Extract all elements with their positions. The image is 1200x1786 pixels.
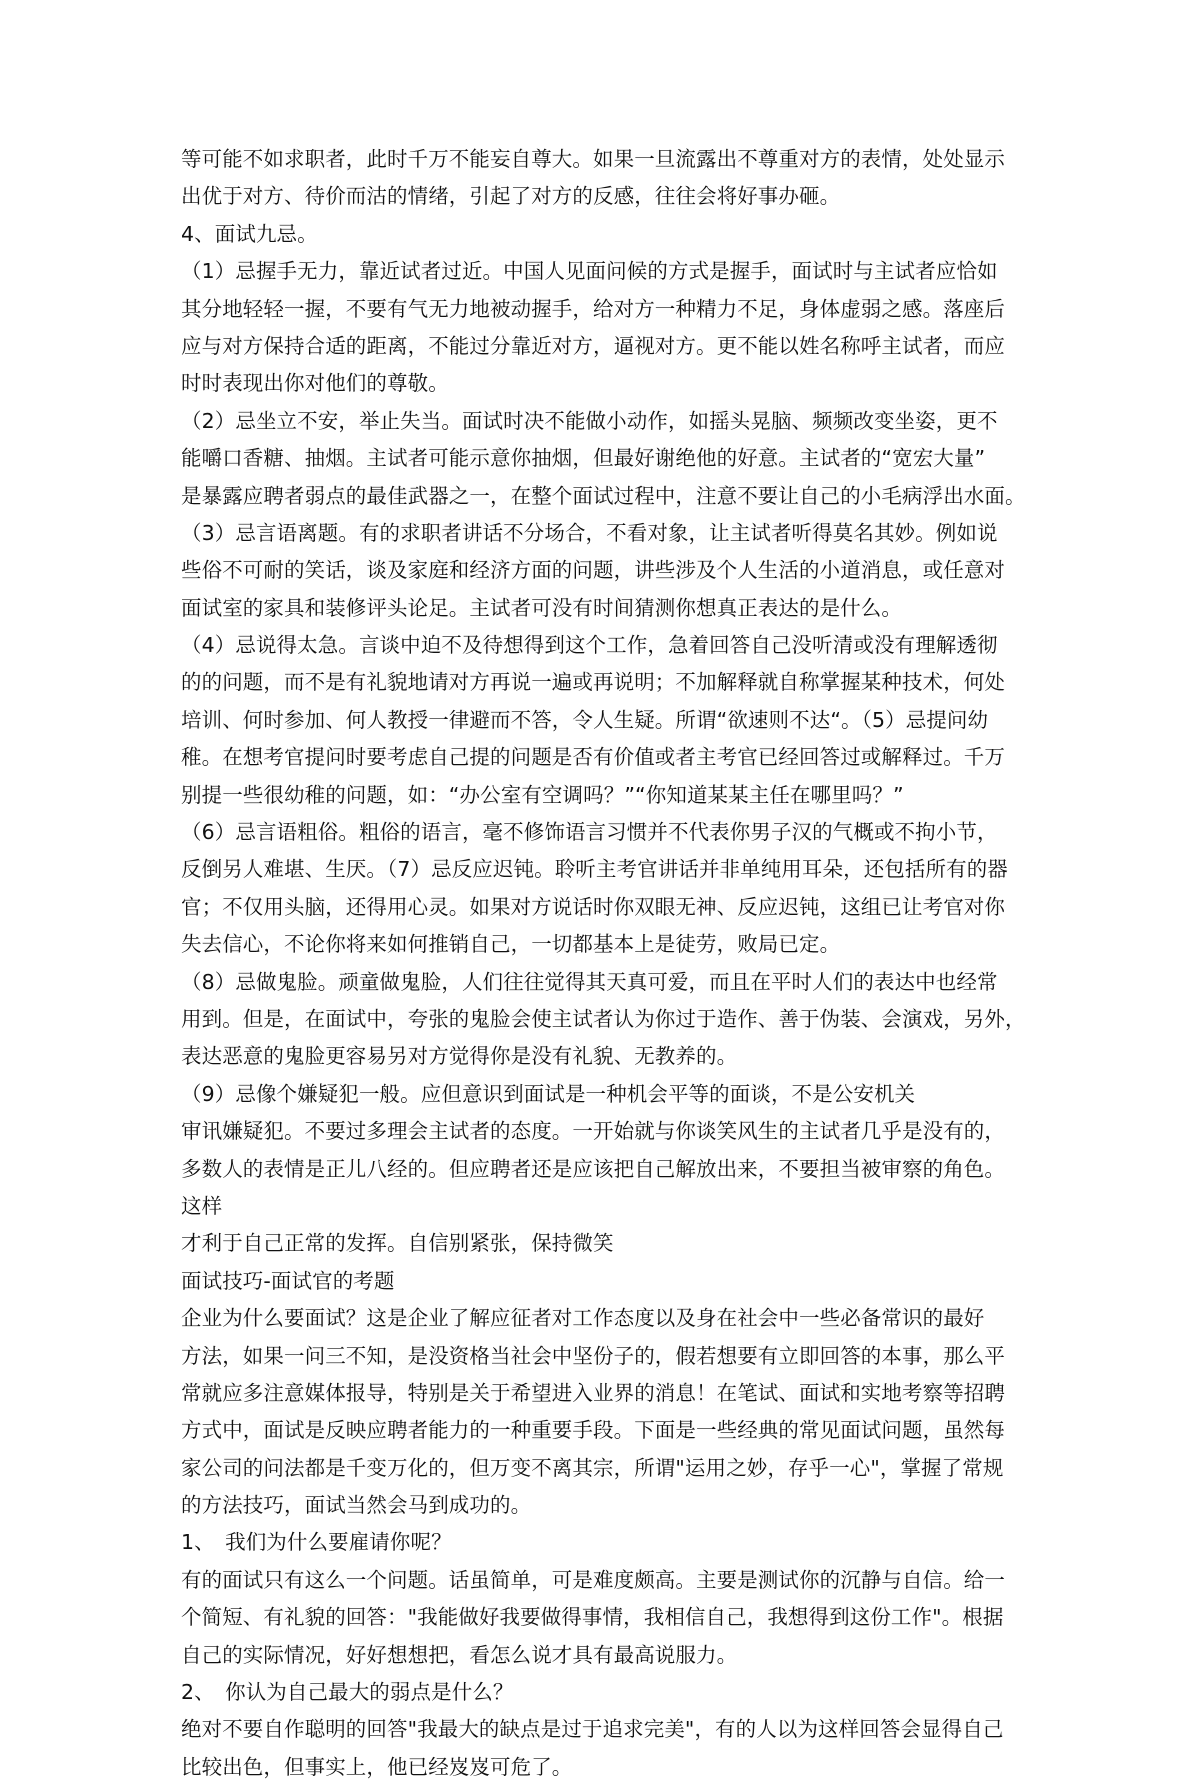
text-line: 培训、何时参加、何人教授一律避而不答，令人生疑。所谓“欲速则不达“。（5）忌提问幼 <box>181 707 989 732</box>
text-line: （6）忌言语粗俗。粗俗的语言，毫不修饰语言习惯并不代表你男子汉的气概或不拘小节， <box>181 820 998 845</box>
text-line: 反倒另人难堪、生厌。（7）忌反应迟钝。聆听主考官讲话并非单纯用耳朵，还包括所有的器 <box>181 857 1008 882</box>
text-line: 应与对方保持合适的距离，不能过分靠近对方，逼视对方。更不能以姓名称呼主试者，而应 <box>181 333 1005 358</box>
document-body <box>181 141 1026 1786</box>
text-line: 失去信心，不论你将来如何推销自己，一切都基本上是徒劳，败局已定。 <box>181 932 841 957</box>
text-line: 自己的实际情况，好好想想把，看怎么说才具有最高说服力。 <box>181 1642 738 1667</box>
text-line: 审讯嫌疑犯。不要过多理会主试者的态度。一开始就与你谈笑风生的主试者几乎是没有的， <box>181 1119 1005 1144</box>
text-line: 家公司的问法都是千变万化的，但万变不离其宗，所谓"运用之妙，存乎一心"，掌握了常规 <box>181 1455 1004 1480</box>
question-heading: 1、 我们为什么要雇请你呢？ <box>181 1530 452 1555</box>
question-heading: 2、 你认为自己最大的弱点是什么？ <box>181 1680 514 1705</box>
text-line: 常就应多注意媒体报导，特别是关于希望进入业界的消息！在笔试、面试和实地考察等招聘 <box>181 1380 1005 1405</box>
text-line: 是暴露应聘者弱点的最佳武器之一，在整个面试过程中，注意不要让自己的小毛病浮出水面。 <box>181 483 1026 508</box>
text-line: 比较出色，但事实上，他已经岌岌可危了。 <box>181 1754 573 1779</box>
text-line: 这样 <box>181 1193 223 1218</box>
text-line: 多数人的表情是正儿八经的。但应聘者还是应该把自己解放出来，不要担当被审察的角色。 <box>181 1156 1005 1181</box>
text-line: 才利于自己正常的发挥。自信别紧张，保持微笑 <box>181 1231 614 1256</box>
text-line: （1）忌握手无力，靠近试者过近。中国人见面问候的方式是握手，面试时与主试者应恰如 <box>181 259 998 284</box>
text-line: （2）忌坐立不安，举止失当。面试时决不能做小动作，如摇头晃脑、频频改变坐姿，更不 <box>181 408 998 433</box>
text-line: 企业为什么要面试？这是企业了解应征者对工作态度以及身在社会中一些必备常识的最好 <box>181 1306 985 1331</box>
text-line: 个简短、有礼貌的回答："我能做好我要做得事情，我相信自己，我想得到这份工作"。根据 <box>181 1605 1004 1630</box>
text-line: （8）忌做鬼脸。顽童做鬼脸，人们往往觉得其天真可爱，而且在平时人们的表达中也经常 <box>181 969 998 994</box>
text-line: 表达恶意的鬼脸更容易另对方觉得你是没有礼貌、无教养的。 <box>181 1044 738 1069</box>
text-line: 别提一些很幼稚的问题，如：“办公室有空调吗？”“你知道某某主任在哪里吗？” <box>181 782 904 807</box>
text-line: 的的问题，而不是有礼貌地请对方再说一遍或再说明；不加解释就自称掌握某种技术，何处 <box>181 670 1005 695</box>
section-heading: 面试技巧-面试官的考题 <box>181 1268 395 1293</box>
text-line: 绝对不要自作聪明的回答"我最大的缺点是过于追求完美"，有的人以为这样回答会显得自己 <box>181 1717 1004 1742</box>
text-line: 官；不仅用头脑，还得用心灵。如果对方说话时你双眼无神、反应迟钝，这组已让考官对你 <box>181 894 1005 919</box>
text-line: 用到。但是，在面试中，夸张的鬼脸会使主试者认为你过于造作、善于伪装、会演戏，另外， <box>181 1006 1026 1031</box>
text-line: 方法，如果一问三不知，是没资格当社会中坚份子的，假若想要有立即回答的本事，那么平 <box>181 1343 1005 1368</box>
text-line: 时时表现出你对他们的尊敬。 <box>181 371 449 396</box>
text-line: 等可能不如求职者，此时千万不能妄自尊大。如果一旦流露出不尊重对方的表情，处处显示 <box>181 147 1005 171</box>
text-line: 面试室的家具和装修评头论足。主试者可没有时间猜测你想真正表达的是什么。 <box>181 595 902 620</box>
text-line: （9）忌像个嫌疑犯一般。应但意识到面试是一种机会平等的面谈，不是公安机关 <box>181 1081 916 1106</box>
text-line: 能嚼口香糖、抽烟。主试者可能示意你抽烟，但最好谢绝他的好意。主试者的“宽宏大量” <box>181 446 986 471</box>
text-line: （4）忌说得太急。言谈中迫不及待想得到这个工作，急着回答自己没听清或没有理解透彻 <box>181 633 998 658</box>
text-line: （3）忌言语离题。有的求职者讲话不分场合，不看对象，让主试者听得莫名其妙。例如说 <box>181 520 998 545</box>
text-line: 方式中，面试是反映应聘者能力的一种重要手段。下面是一些经典的常见面试问题，虽然每 <box>181 1418 1005 1443</box>
section-heading: 4、面试九忌。 <box>181 221 318 246</box>
text-line: 有的面试只有这么一个问题。话虽简单，可是难度颇高。主要是测试你的沉静与自信。给一 <box>181 1567 1005 1592</box>
text-line: 稚。在想考官提问时要考虑自己提的问题是否有价值或者主考官已经回答过或解释过。千万 <box>181 745 1005 770</box>
text-line: 出优于对方、待价而沽的情绪，引起了对方的反感，往往会将好事办砸。 <box>181 184 841 209</box>
text-line: 些俗不可耐的笑话，谈及家庭和经济方面的问题，讲些涉及个人生活的小道消息，或任意对 <box>181 558 1005 583</box>
text-line: 的方法技巧，面试当然会马到成功的。 <box>181 1493 532 1518</box>
text-line: 其分地轻轻一握，不要有气无力地被动握手，给对方一种精力不足，身体虚弱之感。落座后 <box>181 296 1005 321</box>
